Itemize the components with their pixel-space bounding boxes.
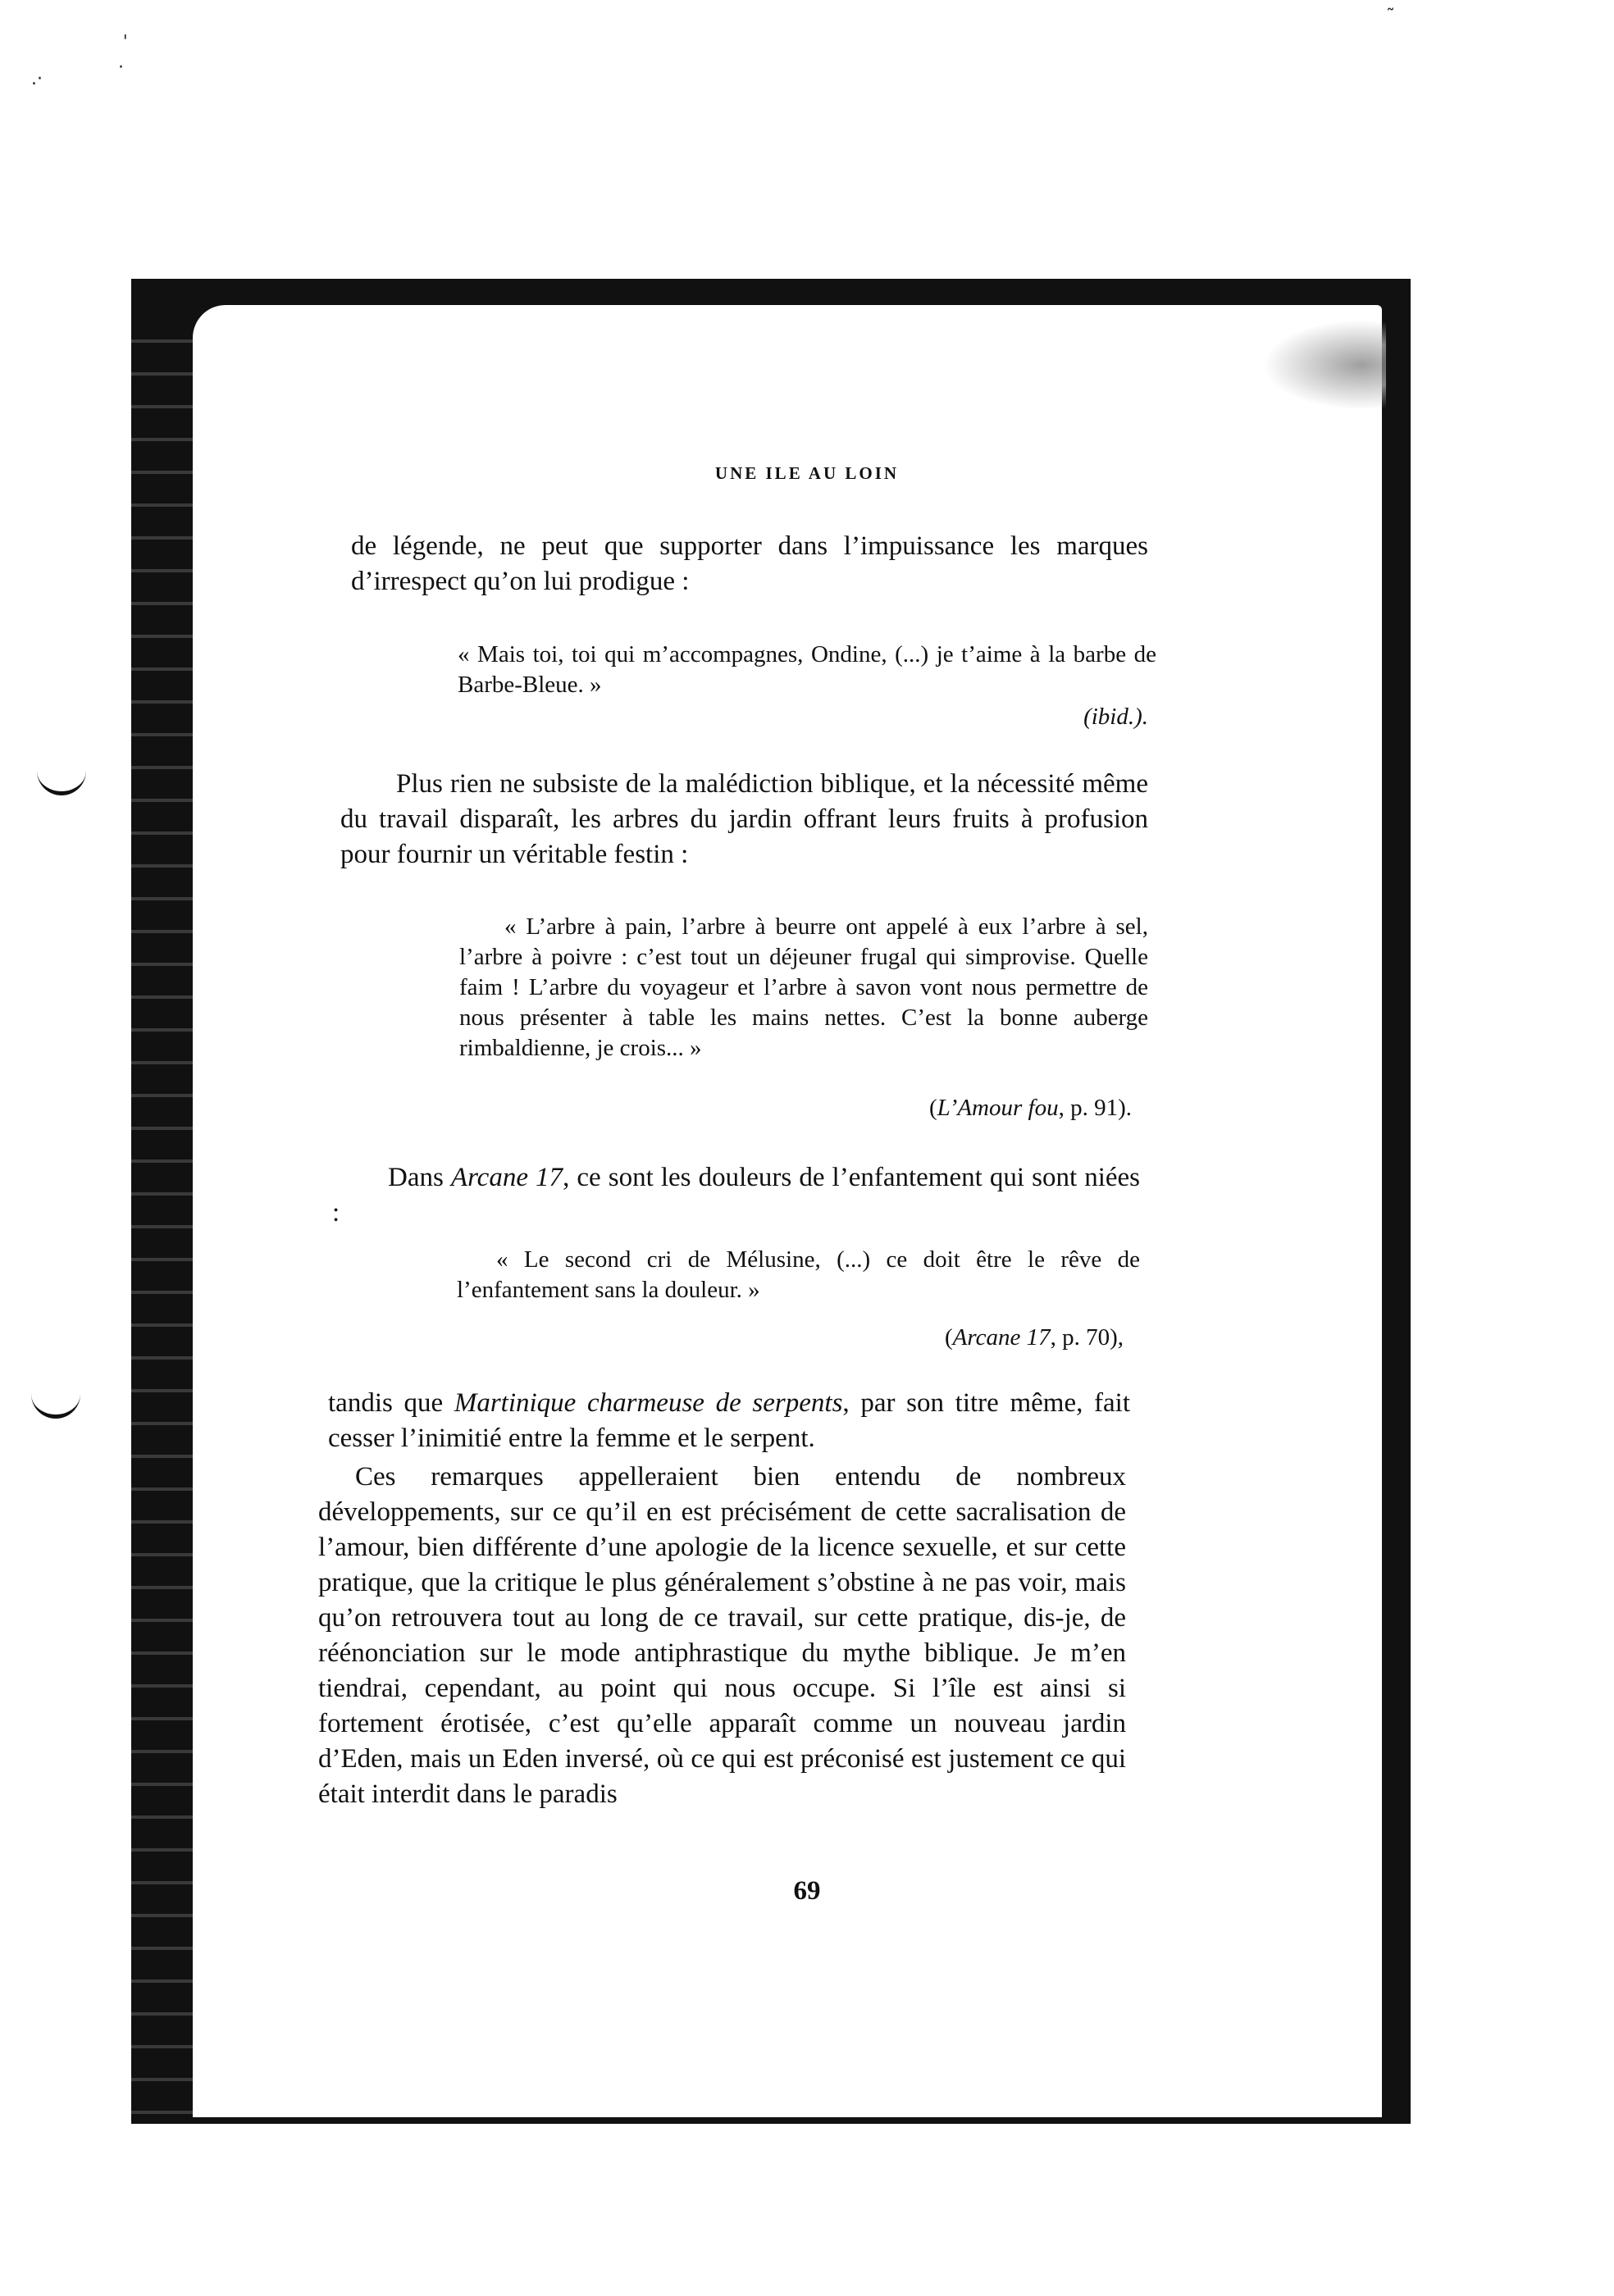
paragraph-1 bbox=[351, 529, 1148, 599]
page-number: 69 bbox=[793, 1876, 821, 1906]
page-edge bbox=[131, 328, 193, 2116]
binding-mark bbox=[31, 1390, 80, 1419]
citation-2: (L’Amour fou, p. 91). bbox=[928, 1095, 1132, 1121]
scan-speck: · bbox=[118, 57, 124, 78]
paragraph-3 bbox=[332, 1160, 1140, 1231]
paragraph-text-end: , ce sont les douleurs de l’enfantement qui sont niées : bbox=[332, 1163, 1140, 1228]
quotation-text: « Le second cri de Mélusine, (...) ce doit être le rêve de l’enfantement sans la douleur. » bbox=[457, 1246, 1140, 1303]
citation-text: (ibid.). bbox=[1083, 704, 1148, 730]
paragraph-text: de légende, ne peut que supporter dans l’impuissance les marques d’irrespect qu’on lui prodigue : bbox=[351, 531, 1148, 596]
scan-smudge bbox=[1263, 320, 1386, 410]
paragraph-4 bbox=[328, 1386, 1130, 1456]
citation-1 bbox=[820, 704, 1148, 731]
paragraph-2 bbox=[340, 767, 1148, 872]
work-title: Martinique charmeuse de serpents bbox=[454, 1388, 843, 1418]
scan-speck: ' bbox=[123, 31, 128, 51]
quotation-3 bbox=[457, 1245, 1140, 1305]
quotation-2 bbox=[459, 912, 1148, 1064]
paragraph-5 bbox=[318, 1460, 1126, 1812]
running-head: UNE ILE AU LOIN bbox=[714, 463, 900, 483]
quotation-1 bbox=[458, 640, 1156, 700]
paragraph-text-start: tandis que bbox=[328, 1388, 454, 1418]
quotation-text: « Mais toi, toi qui m’accompagnes, Ondine, (...) je t’aime à la barbe de Barbe-Bleue. » bbox=[458, 641, 1156, 698]
citation-ref: , p. 70), bbox=[1050, 1324, 1124, 1351]
paragraph-text-end: , par son titre même, fait cesser l’inimitié entre la femme et le serpent. bbox=[328, 1388, 1130, 1453]
citation-ref: , p. 91). bbox=[1058, 1095, 1132, 1121]
scan-speck: ˜ bbox=[1386, 7, 1395, 27]
citation-title: Arcane 17 bbox=[952, 1324, 1051, 1351]
citation-3: (Arcane 17, p. 70), bbox=[944, 1324, 1124, 1351]
citation-title: L’Amour fou bbox=[937, 1095, 1059, 1121]
quotation-text: « L’arbre à pain, l’arbre à beurre ont appelé à eux l’arbre à sel, l’arbre à poivre : c’est tout un déjeuner frugal qui simprovise. Quelle faim ! L’arbre du voyageur et l’arbre à savon vont nous permettre de nous présenter à table les mains nettes. C’est la bonne auberge rimbaldienne, je crois... » bbox=[459, 913, 1148, 1061]
binding-mark bbox=[37, 767, 86, 795]
paragraph-text bbox=[328, 1386, 1130, 1456]
paragraph-text: Ces remarques appelleraient bien entendu de nombreux développements, sur ce qu’il en est précisément de cette sacralisation de l’amour, bien différente d’une apologie de la licence sexuelle, et sur cette pratique, que la critique le plus généralement s’obstine à ne pas voir, mais qu’on retrouvera tout au long de ce travail, sur cette pratique, dis-je, de réénonciation sur le mode antiphrastique du mythe biblique. Je m’en tiendrai, cependant, au point qui nous occupe. Si l’île est ainsi si fortement érotisée, c’est qu’elle apparaît comme un nouveau jardin d’Eden, mais un Eden inversé, où ce qui est préconisé est justement ce qui était interdit dans le paradis bbox=[318, 1462, 1126, 1809]
paragraph-text bbox=[332, 1160, 1140, 1231]
scan-speck: .· bbox=[31, 69, 43, 89]
paragraph-text: Plus rien ne subsiste de la malédiction biblique, et la nécessité même du travail disparaît, les arbres du jardin offrant leurs fruits à profusion pour fournir un véritable festin : bbox=[340, 769, 1148, 869]
work-title: Arcane 17 bbox=[450, 1163, 563, 1192]
paragraph-text-start: Dans bbox=[388, 1163, 451, 1192]
